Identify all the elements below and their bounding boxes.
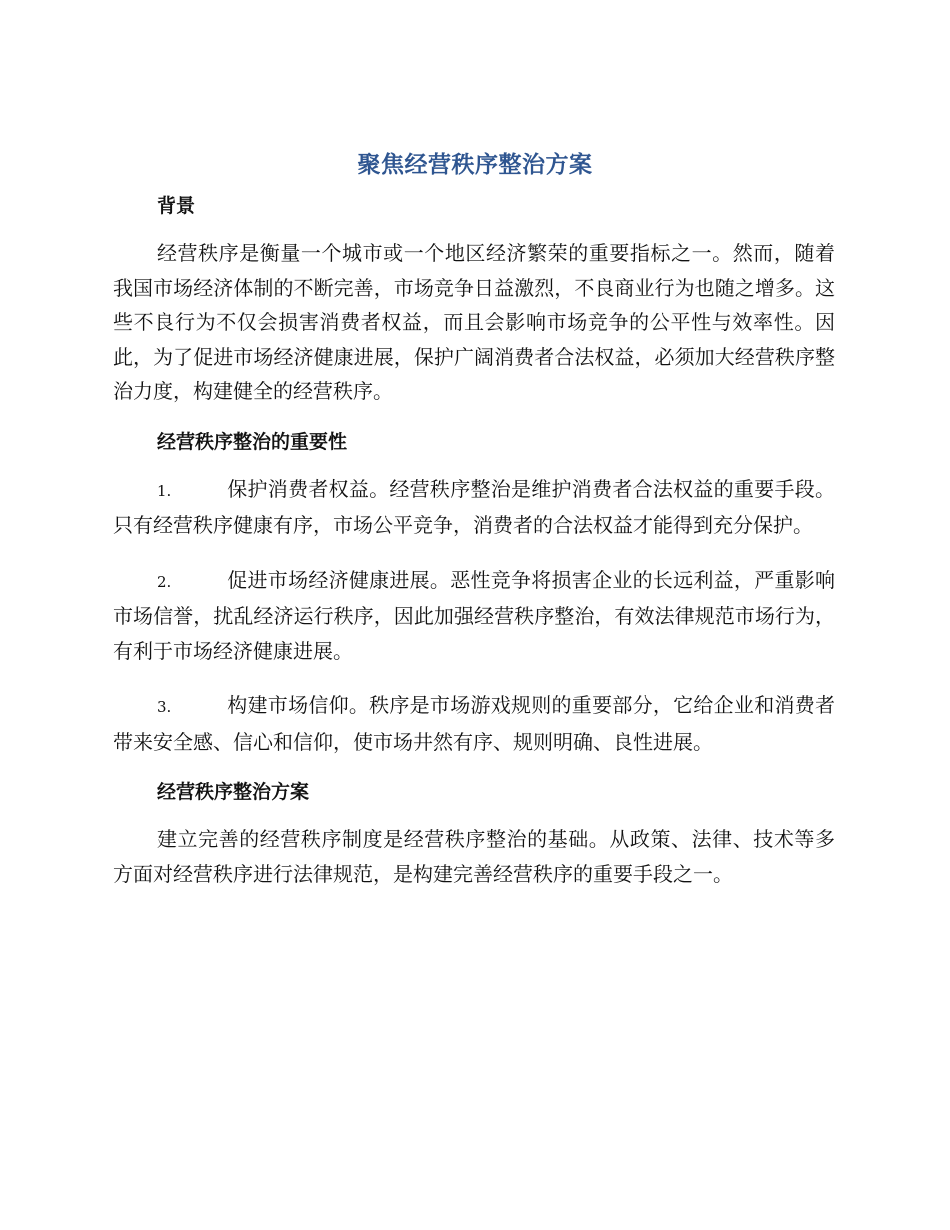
- document-title: 聚焦经营秩序整治方案: [357, 152, 593, 178]
- list-item-text: 保护消费者权益。经营秩序整治是维护消费者合法权益的重要手段。只有经营秩序健康有序，市场公平竞争，消费者的合法权益才能得到充分保护。: [113, 476, 835, 537]
- list-item: [113, 472, 835, 543]
- section-heading-background: 背景: [157, 195, 196, 217]
- list-item-text: 构建市场信仰。秩序是市场游戏规则的重要部分，它给企业和消费者带来安全感、信心和信仰，使市场井然有序、规则明确、良性进展。: [113, 693, 835, 754]
- background-paragraph: 经营秩序是衡量一个城市或一个地区经济繁荣的重要指标之一。然而，随着我国市场经济体制的不断完善，市场竞争日益激烈，不良商业行为也随之增多。这些不良行为不仅会损害消费者权益，而且会影响市场竞争的公平性与效率性。因此，为了促进市场经济健康进展，保护广阔消费者合法权益，必须加大经营秩序整治力度，构建健全的经营秩序。: [113, 241, 835, 403]
- list-item-number: 3.: [157, 698, 172, 716]
- section-heading-importance: 经营秩序整治的重要性: [157, 430, 348, 453]
- list-item-text: 促进市场经济健康进展。恶性竞争将损害企业的长远利益，严重影响市场信誉，扰乱经济运行秩序，因此加强经营秩序整治，有效法律规范市场行为，有利于市场经济健康进展。: [113, 567, 835, 663]
- section-heading-plan: 经营秩序整治方案: [157, 781, 310, 803]
- list-item: [113, 563, 835, 669]
- document-body: [113, 190, 835, 891]
- plan-paragraph: 建立完善的经营秩序制度是经营秩序整治的基础。从政策、法律、技术等多方面对经营秩序进行法律规范，是构建完善经营秩序的重要手段之一。: [113, 827, 835, 886]
- list-item-number: 1.: [157, 481, 172, 500]
- list-item-number: 2.: [157, 572, 172, 591]
- list-item: [113, 688, 835, 759]
